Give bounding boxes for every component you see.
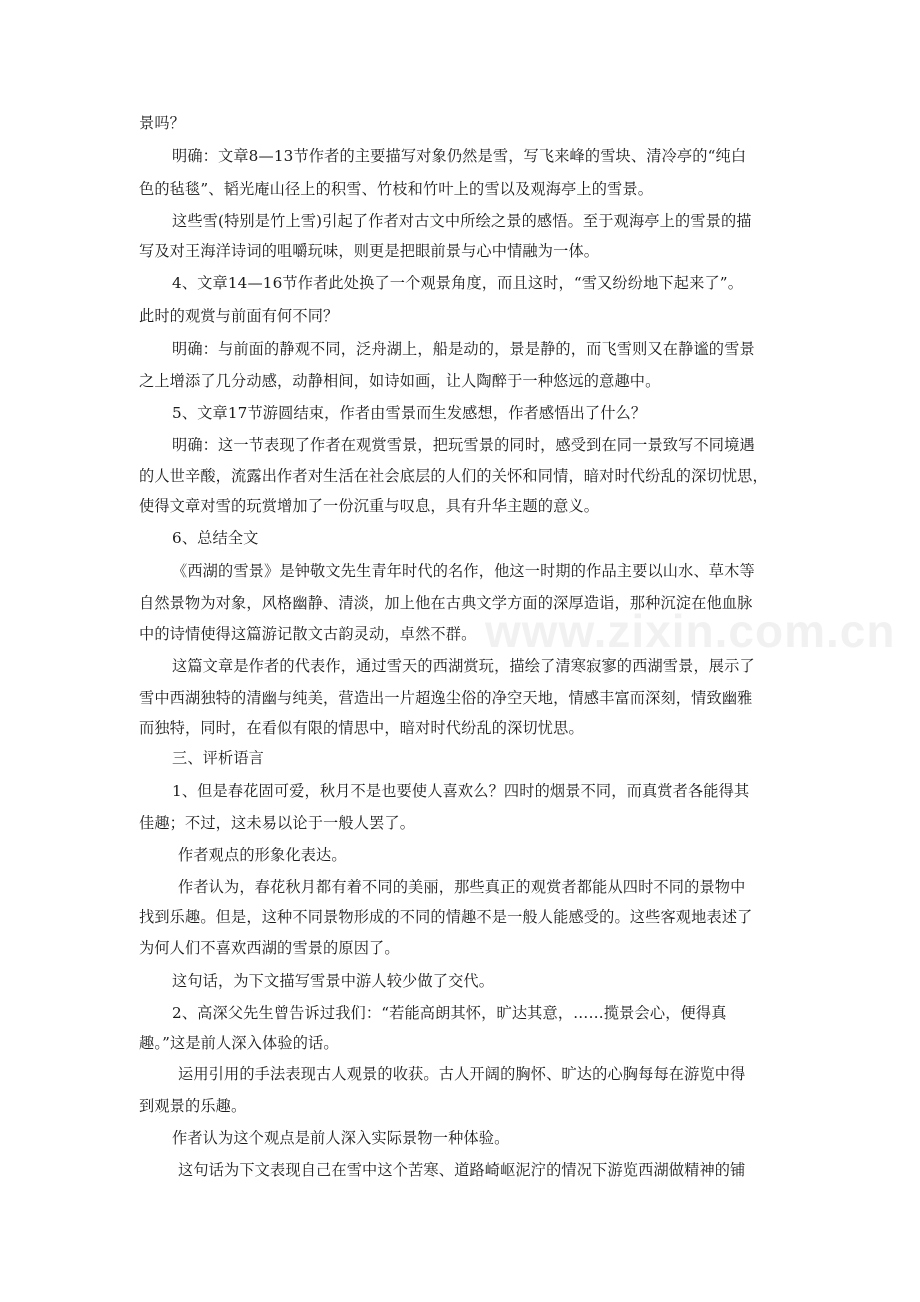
text-line: 此时的观赏与前面有何不同？ <box>139 307 339 325</box>
text-line: 这句话为下文表现自己在雪中这个苦寒、道路崎岖泥泞的情况下游览西湖做精神的铺 <box>178 1161 746 1179</box>
text-line: 找到乐趣。但是，这种不同景物形成的不同的情趣不是一般人能感受的。这些客观地表述了 <box>139 908 753 926</box>
text-line: 明确：文章8—13节作者的主要描写对象仍然是雪，写飞来峰的雪块、清冷亭的“纯白 <box>172 147 747 165</box>
text-line: 色的毡毯”、韬光庵山径上的积雪、竹枝和竹叶上的雪以及观海亭上的雪景。 <box>139 180 654 198</box>
text-line: 之上增添了几分动感，动静相间，如诗如画，让人陶醉于一种悠远的意趣中。 <box>139 372 661 390</box>
text-line: 趣。”这是前人深入体验的话。 <box>139 1034 339 1052</box>
text-line: 雪中西湖独特的清幽与纯美，营造出一片超逸尘俗的净空天地，情感丰富而深刻，情致幽雅 <box>139 689 753 707</box>
text-line: 这些雪(特别是竹上雪)引起了作者对古文中所绘之景的感悟。至于观海亭上的雪景的描 <box>172 212 752 230</box>
text-line: 5、文章17节游圆结束，作者由雪景而生发感想，作者感悟出了什么？ <box>172 404 647 422</box>
text-line: 作者观点的形象化表达。 <box>178 846 347 864</box>
text-line: 写及对王海洋诗词的咀嚼玩味，则更是把眼前景与心中情融为一体。 <box>139 242 600 260</box>
text-line: 4、文章14—16节作者此处换了一个观景角度，而且这时，“雪又纷纷地下起来了”。 <box>172 274 744 292</box>
text-line: 2、高深父先生曾告诉过我们：“若能高朗其怀，旷达其意，……揽景会心，便得真 <box>172 1004 727 1022</box>
text-line: 明确：与前面的静观不同，泛舟湖上，船是动的，景是静的，而飞雪则又在静谧的雪景 <box>172 340 755 358</box>
watermark: www.zixin.com.cn <box>485 605 896 657</box>
text-line: 作者认为，春花秋月都有着不同的美丽，那些真正的观赏者都能从四时不同的景物中 <box>178 878 746 896</box>
text-line: 明确：这一节表现了作者在观赏雪景，把玩雪景的同时，感受到在同一景致写不同境遇 <box>172 436 755 454</box>
text-line: 三、评析语言 <box>172 749 265 767</box>
text-line: 这句话，为下文描写雪景中游人较少做了交代。 <box>172 972 495 990</box>
text-line: 自然景物为对象，风格幽静、清淡，加上他在古典文学方面的深厚造诣，那种沉淀在他血脉 <box>139 594 753 612</box>
text-line: 佳趣；不过，这未易以论于一般人罢了。 <box>139 814 416 832</box>
text-line: 《西湖的雪景》是钟敬文先生青年时代的名作，他这一时期的作品主要以山水、草木等 <box>172 562 755 580</box>
text-line: 中的诗情使得这篇游记散文古韵灵动，卓然不群。 <box>139 625 477 643</box>
text-line: 作者认为这个观点是前人深入实际景物一种体验。 <box>172 1129 510 1147</box>
text-line: 1、但是春花固可爱，秋月不是也要使人喜欢么？四时的烟景不同，而真赏者各能得其 <box>172 782 750 800</box>
text-line: 这篇文章是作者的代表作，通过雪天的西湖赏玩，描绘了清寒寂寥的西湖雪景，展示了 <box>172 657 755 675</box>
text-line: 景吗？ <box>139 114 186 132</box>
text-line: 运用引用的手法表现古人观景的收获。古人开阔的胸怀、旷达的心胸每每在游览中得 <box>178 1065 746 1083</box>
text-line: 为何人们不喜欢西湖的雪景的原因了。 <box>139 939 400 957</box>
text-line: 使得文章对雪的玩赏增加了一份沉重与叹息，具有升华主题的意义。 <box>139 497 600 515</box>
text-line: 到观景的乐趣。 <box>139 1097 247 1115</box>
text-line: 6、总结全文 <box>172 529 259 547</box>
text-line: 而独特，同时，在看似有限的情思中，暗对时代纷乱的深切忧思。 <box>139 719 584 737</box>
text-line: 的人世辛酸，流露出作者对生活在社会底层的人们的关怀和同情，暗对时代纷乱的深切忧思， <box>139 467 768 485</box>
